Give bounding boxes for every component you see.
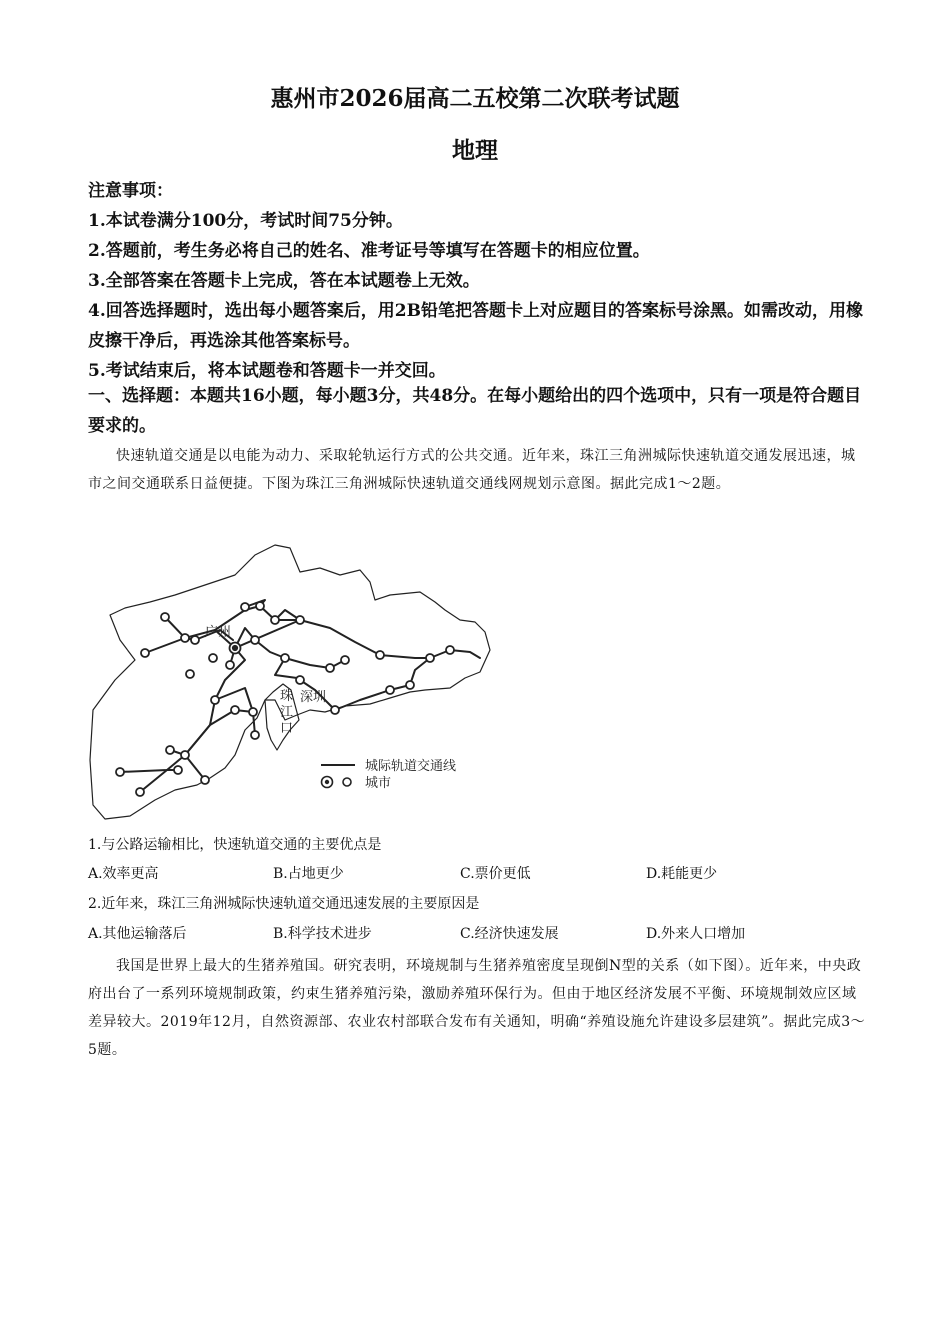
question-1-stem: 1.与公路运输相比，快速轨道交通的主要优点是	[88, 837, 382, 853]
legend-major-city-symbol-inner	[325, 780, 329, 784]
question-2-options	[88, 921, 868, 947]
option[interactable]: B.占地更少	[273, 866, 344, 882]
city-node	[161, 613, 169, 621]
rail-line	[235, 620, 430, 658]
city-node	[231, 706, 239, 714]
rail-line	[140, 770, 167, 792]
notes-heading: 注意事项：	[88, 181, 173, 201]
city-node	[386, 686, 394, 694]
city-node	[331, 706, 339, 714]
notes-section	[88, 176, 868, 386]
city-node	[446, 646, 454, 654]
exam-title: 惠州市2026届高二五校第二次联考试题	[270, 85, 680, 112]
city-node	[186, 670, 194, 678]
city-node	[326, 664, 334, 672]
rail-map-svg	[85, 540, 495, 822]
exam-subject: 地理	[452, 137, 498, 164]
section-heading: 一、选择题：本题共16小题，每小题3分，共48分。在每小题给出的四个选项中，只有一项是符合题目要求的。	[88, 386, 862, 436]
rail-network-map	[85, 540, 495, 822]
option[interactable]: B.科学技术进步	[273, 926, 372, 942]
question-1-options	[88, 861, 868, 887]
city-node	[241, 603, 249, 611]
city-node	[191, 636, 199, 644]
label-estuary: 口	[280, 721, 294, 736]
city-node	[209, 654, 217, 662]
region-outline	[90, 545, 490, 819]
map-legend	[321, 758, 456, 791]
notes-item: 4.回答选择题时，选出每小题答案后，用2B铅笔把答题卡上对应题目的答案标号涂黑。如需改动，用橡皮擦干净后，再选涂其他答案标号。	[88, 301, 863, 351]
city-node	[426, 654, 434, 662]
question-2-stem: 2.近年来，珠江三角洲城际快速轨道交通迅速发展的主要原因是	[88, 896, 480, 912]
city-node	[226, 661, 234, 669]
city-node	[181, 751, 189, 759]
city-node	[201, 776, 209, 784]
label-estuary: 珠	[280, 689, 294, 704]
city-node	[116, 768, 124, 776]
city-node	[181, 634, 189, 642]
city-node	[251, 636, 259, 644]
option[interactable]: C.票价更低	[460, 866, 531, 882]
passage-rail: 快速轨道交通是以电能为动力、采取轮轨运行方式的公共交通。近年来，珠江三角洲城际快速轨道交通发展迅速，城市之间交通联系日益便捷。下图为珠江三角洲城际快速轨道交通线网规划示意图。据此完成1～2题。	[88, 448, 856, 492]
notes-item: 2.答题前，考生务必将自己的姓名、准考证号等填写在答题卡的相应位置。	[88, 241, 650, 261]
notes-item: 3.全部答案在答题卡上完成，答在本试题卷上无效。	[88, 271, 480, 291]
city-node	[271, 616, 279, 624]
rail-line	[285, 658, 345, 668]
notes-item: 5.考试结束后，将本试题卷和答题卡一并交回。	[88, 361, 446, 381]
option[interactable]: C.经济快速发展	[460, 926, 559, 942]
label-estuary: 江	[280, 705, 294, 720]
legend-city-symbol	[343, 778, 351, 786]
city-node	[341, 656, 349, 664]
notes-item: 1.本试卷满分100分，考试时间75分钟。	[88, 211, 403, 231]
city-node-guangzhou-inner	[233, 646, 237, 650]
option[interactable]: D.外来人口增加	[646, 926, 746, 942]
option[interactable]: D.耗能更少	[646, 866, 718, 882]
label-guangzhou: 广州	[205, 625, 232, 640]
label-shenzhen: 深圳	[300, 690, 327, 705]
city-node	[136, 788, 144, 796]
city-node	[251, 731, 259, 739]
option[interactable]: A.其他运输落后	[88, 926, 187, 942]
option[interactable]: A.效率更高	[88, 866, 159, 882]
rail-line	[235, 628, 285, 658]
city-node	[141, 649, 149, 657]
city-node	[256, 602, 264, 610]
city-node	[211, 696, 219, 704]
city-node	[166, 746, 174, 754]
city-node	[296, 616, 304, 624]
city-node	[249, 708, 257, 716]
city-node	[296, 676, 304, 684]
legend-line-label: 城际轨道交通线	[365, 759, 457, 774]
legend-city-label: 城市	[365, 776, 392, 791]
passage-pig-farming: 我国是世界上最大的生猪养殖国。研究表明，环境规制与生猪养殖密度呈现倒N型的关系（如下图）。近年来，中央政府出台了一系列环境规制政策，约束生猪养殖污染，激励养殖环保行为。但由于地区经济发展不平衡、环境规制效应区域差异较大。2019年12月，自然资源部、农业农村部联合发布有关通知，明确“养殖设施允许建设多层建筑”。据此完成3～5题。	[88, 958, 866, 1058]
city-node	[281, 654, 289, 662]
city-node	[174, 766, 182, 774]
city-node	[376, 651, 384, 659]
city-node	[406, 681, 414, 689]
